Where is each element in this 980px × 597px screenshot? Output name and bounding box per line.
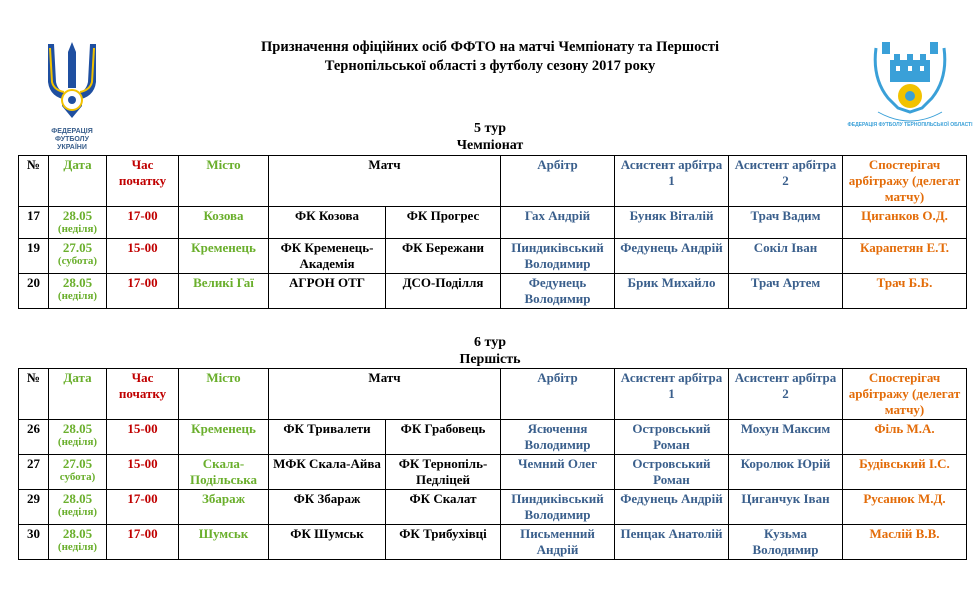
home-team: ФК Тривалети [269, 420, 386, 455]
header-referee: Арбітр [501, 156, 615, 207]
assistant-2: Трач Вадим [729, 207, 843, 239]
round-label: 5 тур [474, 121, 506, 136]
referee: Чемний Олег [501, 455, 615, 490]
assistant-2: Мохун Максим [729, 420, 843, 455]
header-assistant-1: Асистент арбітра 1 [615, 369, 729, 420]
assistant-2: Циганчук Іван [729, 490, 843, 525]
match-number: 29 [19, 490, 49, 525]
city: Козова [179, 207, 269, 239]
match-date [49, 525, 107, 560]
logo-left-line3: УКРАЇНИ [57, 144, 87, 151]
schedule-table-championship [18, 155, 967, 309]
assistant-1: Островський Роман [615, 455, 729, 490]
kickoff-time: 17-00 [107, 525, 179, 560]
ffto-logo [847, 38, 973, 130]
table-row [19, 455, 967, 490]
table-row [19, 207, 967, 239]
home-team: ФК Шумськ [269, 525, 386, 560]
city: Збараж [179, 490, 269, 525]
schedule-table-first-league [18, 368, 967, 560]
header-num: № [19, 369, 49, 420]
home-team: ФК Кременець-Академія [269, 239, 386, 274]
date-value: 28.05 [62, 526, 93, 541]
assistant-1: Островський Роман [615, 420, 729, 455]
match-date [49, 455, 107, 490]
kickoff-time: 15-00 [107, 239, 179, 274]
logo-right-caption: ФЕДЕРАЦІЯ ФУТБОЛУ ТЕРНОПІЛЬСЬКОЇ ОБЛАСТІ [847, 122, 973, 128]
city: Кременець [179, 239, 269, 274]
kickoff-time: 17-00 [107, 490, 179, 525]
weekday-value: (субота) [57, 255, 98, 267]
header-time: Час початку [107, 156, 179, 207]
referee: Пиндиківський Володимир [501, 490, 615, 525]
kickoff-time: 15-00 [107, 420, 179, 455]
away-team: ФК Скалат [386, 490, 501, 525]
assistant-1: Буняк Віталій [615, 207, 729, 239]
city: Кременець [179, 420, 269, 455]
observer: Філь М.А. [843, 420, 967, 455]
assistant-2: Королюк Юрій [729, 455, 843, 490]
referee: Ясючення Володимир [501, 420, 615, 455]
header-assistant-2: Асистент арбітра 2 [729, 369, 843, 420]
assistant-2: Кузьма Володимир [729, 525, 843, 560]
away-team: ДСО-Поділля [386, 274, 501, 309]
header-date: Дата [49, 369, 107, 420]
city: Шумськ [179, 525, 269, 560]
match-date [49, 274, 107, 309]
weekday-value: (неділя) [57, 290, 98, 302]
header-city: Місто [179, 369, 269, 420]
weekday-value: субота) [59, 471, 96, 483]
section-name: Чемпіонат [456, 138, 524, 153]
away-team: ФК Трибухівці [386, 525, 501, 560]
date-value: 28.05 [62, 491, 93, 506]
date-value: 27.05 [62, 456, 93, 471]
referee: Федунець Володимир [501, 274, 615, 309]
title-line-1: Призначення офіційних осіб ФФТО на матчі Чемпіонату та Першості [261, 39, 719, 55]
home-team: ФК Козова [269, 207, 386, 239]
match-number: 20 [19, 274, 49, 309]
away-team: ФК Бережани [386, 239, 501, 274]
table-row [19, 490, 967, 525]
referee: Гах Андрій [501, 207, 615, 239]
home-team: МФК Скала-Айва [269, 455, 386, 490]
match-number: 30 [19, 525, 49, 560]
match-date [49, 239, 107, 274]
section-name: Першість [459, 352, 521, 367]
header-num: № [19, 156, 49, 207]
header-observer: Спостерігач арбітражу (делегат матчу) [843, 156, 967, 207]
trident-logo-icon [36, 38, 108, 124]
weekday-value: (неділя) [57, 541, 98, 553]
header-time: Час початку [107, 369, 179, 420]
city: Скала-Подільська [179, 455, 269, 490]
logo-left-line2: ФУТБОЛУ [55, 136, 89, 143]
match-number: 27 [19, 455, 49, 490]
match-number: 17 [19, 207, 49, 239]
match-number: 19 [19, 239, 49, 274]
assistant-1: Федунець Андрій [615, 239, 729, 274]
table-header-row [19, 369, 967, 420]
observer: Русанюк М.Д. [843, 490, 967, 525]
home-team: ФК Збараж [269, 490, 386, 525]
table-row [19, 274, 967, 309]
date-value: 28.05 [62, 275, 93, 290]
weekday-value: (неділя) [57, 436, 98, 448]
city: Великі Гаї [179, 274, 269, 309]
assistant-2: Трач Артем [729, 274, 843, 309]
observer: Будівський І.С. [843, 455, 967, 490]
section-1-heading [0, 120, 980, 154]
match-date [49, 490, 107, 525]
header-match: Матч [269, 156, 501, 207]
weekday-value: (неділя) [57, 506, 98, 518]
table-header-row [19, 156, 967, 207]
away-team: ФК Тернопіль-Педліцей [386, 455, 501, 490]
observer: Маслій В.В. [843, 525, 967, 560]
observer: Трач Б.Б. [843, 274, 967, 309]
assistant-1: Федунець Андрій [615, 490, 729, 525]
home-team: АГРОН ОТГ [269, 274, 386, 309]
document-title [130, 38, 850, 76]
header-match: Матч [269, 369, 501, 420]
away-team: ФК Прогрес [386, 207, 501, 239]
table-row [19, 525, 967, 560]
header-assistant-1: Асистент арбітра 1 [615, 156, 729, 207]
logo-left-line1: ФЕДЕРАЦІЯ [51, 128, 93, 135]
section-2-heading [0, 334, 980, 368]
match-number: 26 [19, 420, 49, 455]
header-assistant-2: Асистент арбітра 2 [729, 156, 843, 207]
observer: Циганков О.Д. [843, 207, 967, 239]
away-team: ФК Грабовець [386, 420, 501, 455]
match-date [49, 420, 107, 455]
assistant-1: Пенцак Анатолій [615, 525, 729, 560]
header-referee: Арбітр [501, 369, 615, 420]
weekday-value: (неділя) [57, 223, 98, 235]
assistant-2: Сокіл Іван [729, 239, 843, 274]
table-row [19, 420, 967, 455]
match-date [49, 207, 107, 239]
assistant-1: Брик Михайло [615, 274, 729, 309]
table-row [19, 239, 967, 274]
title-line-2: Тернопільської області з футболу сезону 2017 року [324, 58, 656, 74]
kickoff-time: 17-00 [107, 274, 179, 309]
header-city: Місто [179, 156, 269, 207]
castle-ball-logo-icon [847, 38, 973, 130]
referee: Пиндиківський Володимир [501, 239, 615, 274]
kickoff-time: 17-00 [107, 207, 179, 239]
date-value: 28.05 [62, 421, 93, 436]
kickoff-time: 15-00 [107, 455, 179, 490]
date-value: 28.05 [62, 208, 93, 223]
round-label: 6 тур [474, 335, 506, 350]
header-date: Дата [49, 156, 107, 207]
observer: Карапетян Е.Т. [843, 239, 967, 274]
header-observer: Спостерігач арбітражу (делегат матчу) [843, 369, 967, 420]
date-value: 27.05 [62, 240, 93, 255]
referee: Письменний Андрій [501, 525, 615, 560]
